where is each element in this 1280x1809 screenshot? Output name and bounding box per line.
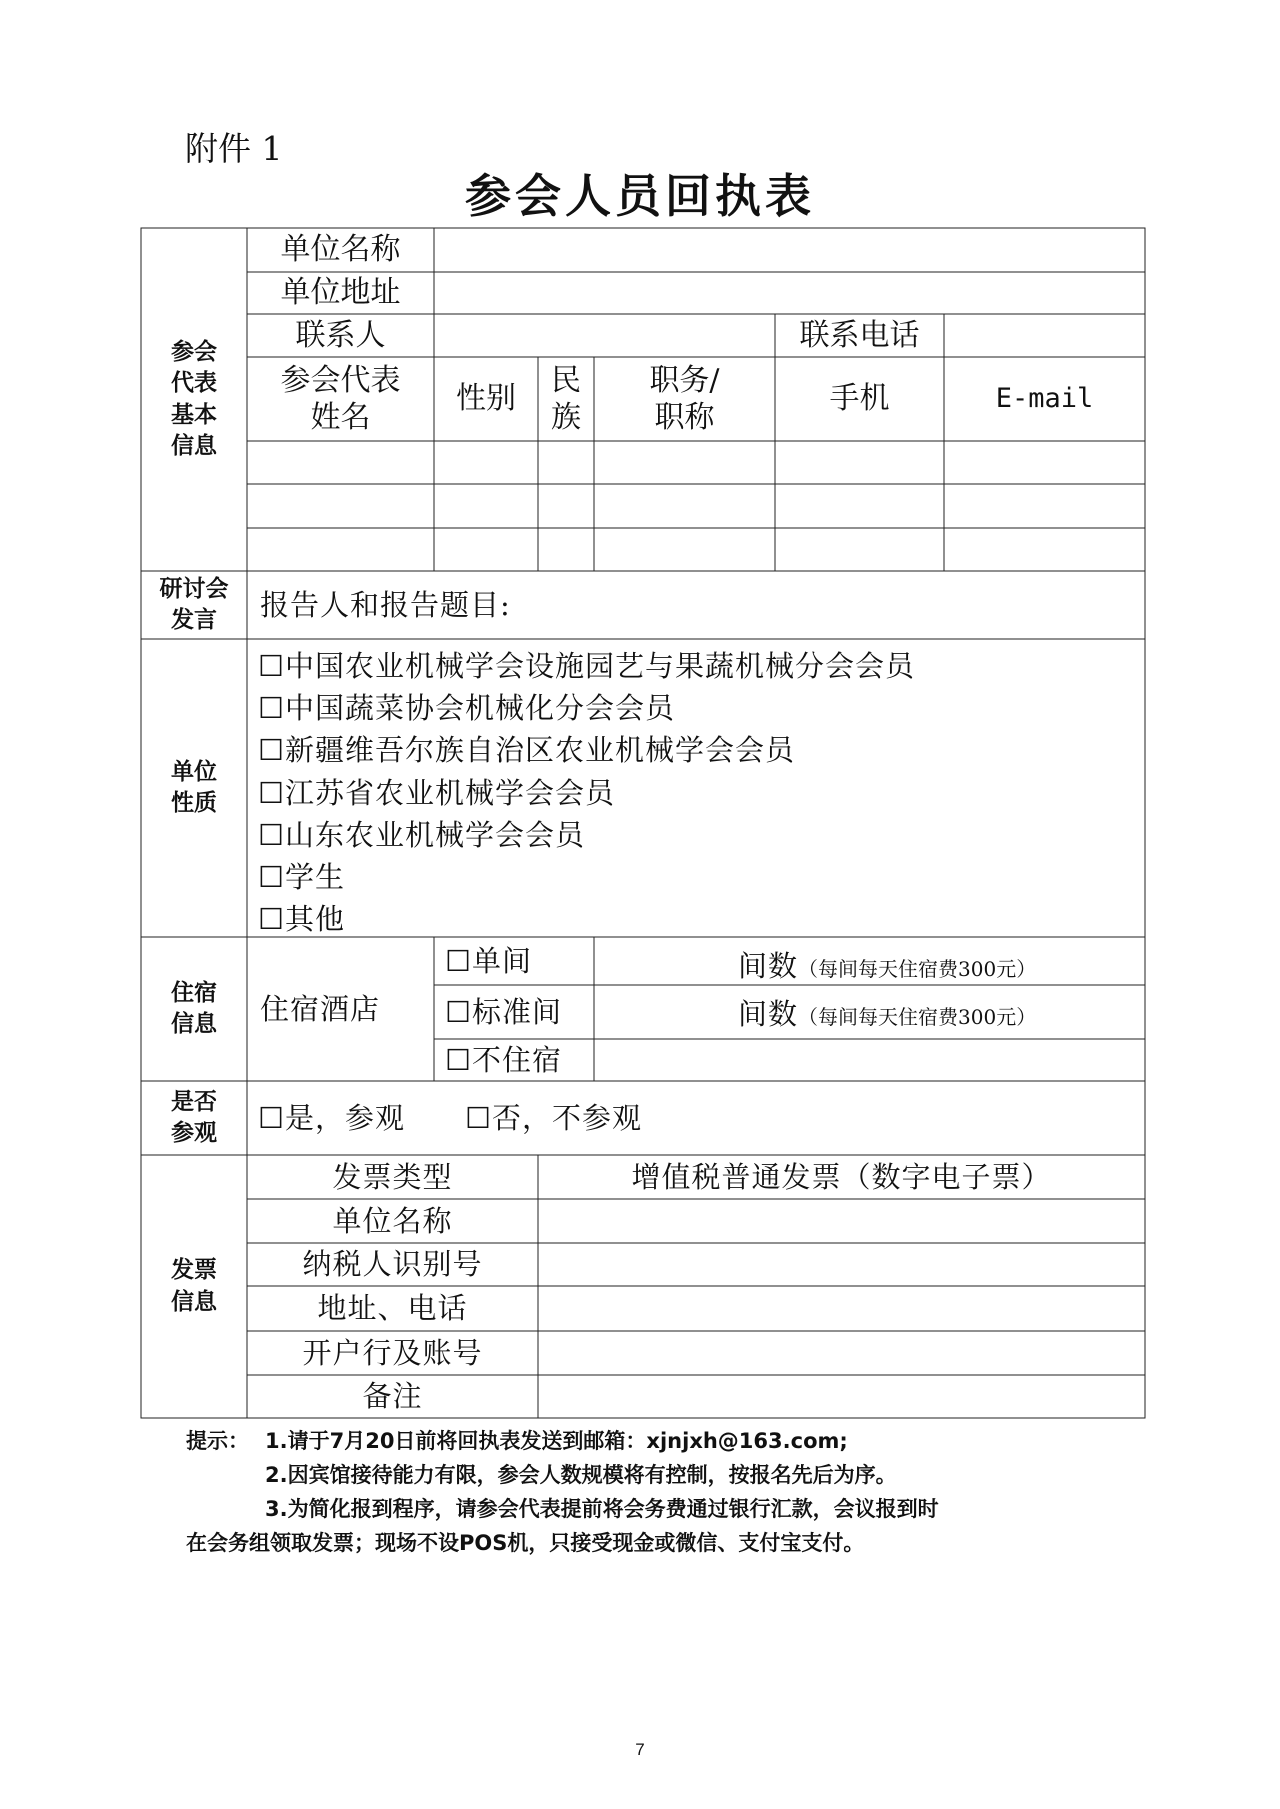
standard-room-count[interactable] [738, 992, 1036, 1033]
notes-line-1: 1.请于7月20日前将回执表发送到邮箱：xjnjxh@163.com; [265, 1429, 848, 1453]
attachment-label: 附件 1 [185, 129, 283, 168]
invoice-address-phone-label: 地址、电话 [317, 1291, 468, 1326]
visit-no-checkbox[interactable]: ☐否，不参观 [465, 1100, 642, 1135]
unit-name-field[interactable] [434, 228, 1145, 272]
single-room-count[interactable] [738, 944, 1036, 985]
section-visit: 是否 参观 [171, 1088, 217, 1146]
col-header-email: E-mail [995, 383, 1094, 415]
section-unit-nature: 单位 性质 [171, 758, 217, 816]
visit-yes-checkbox[interactable]: ☐是，参观 [258, 1100, 405, 1135]
invoice-remarks-field[interactable] [538, 1375, 1145, 1418]
no-lodging-checkbox[interactable]: ☐不住宿 [445, 1042, 562, 1077]
unit-option-checkbox[interactable]: ☐新疆维吾尔族自治区农业机械学会会员 [258, 733, 795, 767]
rooms-note: （每间每天住宿费300元） [798, 957, 1037, 981]
contact-label: 联系人 [295, 317, 386, 353]
contact-phone-label: 联系电话 [799, 317, 920, 353]
unit-address-label: 单位地址 [280, 275, 401, 311]
notes-line-4: 在会务组领取发票；现场不设POS机，只接受现金或微信、支付宝支付。 [186, 1531, 865, 1555]
single-room-checkbox[interactable]: ☐单间 [445, 943, 532, 978]
invoice-bank-account-label: 开户行及账号 [302, 1335, 483, 1370]
invoice-unit-name-label: 单位名称 [332, 1203, 453, 1238]
contact-field[interactable] [434, 314, 775, 357]
unit-option-checkbox[interactable]: ☐中国蔬菜协会机械化分会会员 [258, 691, 675, 725]
table-row[interactable] [247, 484, 1145, 528]
rooms-note: （每间每天住宿费300元） [798, 1005, 1037, 1029]
invoice-unit-name-field[interactable] [538, 1199, 1145, 1243]
speech-label: 报告人和报告题目: [260, 587, 511, 622]
col-header-gender: 性别 [456, 381, 516, 417]
col-header-title: 职务/ 职称 [649, 362, 720, 435]
table-row[interactable] [247, 441, 1145, 484]
notes-prefix: 提示： [186, 1429, 249, 1453]
section-speech: 研讨会 发言 [159, 575, 229, 633]
notes-line-3: 3.为简化报到程序，请参会代表提前将会务费通过银行汇款，会议报到时 [265, 1497, 939, 1521]
section-invoice: 发票 信息 [171, 1257, 217, 1315]
unit-option-checkbox[interactable]: ☐学生 [258, 860, 345, 894]
invoice-taxpayer-id-label: 纳税人识别号 [302, 1247, 483, 1282]
unit-option-checkbox[interactable]: ☐江苏省农业机械学会会员 [258, 776, 615, 810]
rooms-label: 间数 [738, 949, 799, 983]
invoice-type-label: 发票类型 [332, 1159, 453, 1194]
unit-name-label: 单位名称 [280, 232, 401, 268]
invoice-type-value: 增值税普通发票（数字电子票） [631, 1159, 1052, 1194]
unit-option-checkbox[interactable]: ☐其他 [258, 902, 345, 936]
contact-phone-field[interactable] [944, 314, 1145, 357]
lodging-hotel-label: 住宿酒店 [260, 991, 381, 1026]
page-number: 7 [635, 1740, 645, 1759]
invoice-taxpayer-id-field[interactable] [538, 1243, 1145, 1286]
standard-room-checkbox[interactable]: ☐标准间 [445, 994, 562, 1029]
col-header-mobile: 手机 [829, 381, 890, 417]
invoice-remarks-label: 备注 [362, 1379, 423, 1414]
notes-line-2: 2.因宾馆接待能力有限，参会人数规模将有控制，按报名先后为序。 [265, 1463, 897, 1487]
unit-option-checkbox[interactable]: ☐山东农业机械学会会员 [258, 818, 585, 852]
page-title: 参会人员回执表 [465, 169, 815, 223]
rooms-label: 间数 [738, 997, 799, 1031]
invoice-address-phone-field[interactable] [538, 1286, 1145, 1331]
col-header-ethnicity: 民 族 [551, 362, 581, 435]
invoice-bank-account-field[interactable] [538, 1331, 1145, 1375]
col-header-name: 参会代表 姓名 [280, 362, 401, 435]
unit-option-checkbox[interactable]: ☐中国农业机械学会设施园艺与果蔬机械分会会员 [258, 649, 915, 683]
section-lodging: 住宿 信息 [171, 979, 217, 1037]
section-basic-info: 参会 代表 基本 信息 [171, 339, 217, 459]
unit-address-field[interactable] [434, 272, 1145, 314]
table-row[interactable] [247, 528, 1145, 571]
